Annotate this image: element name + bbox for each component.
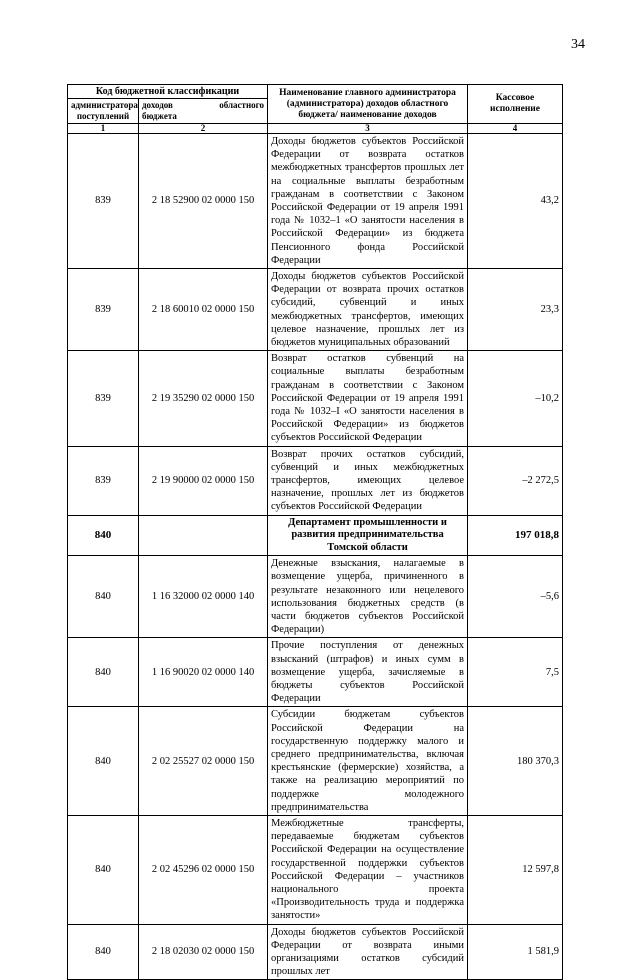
income-code-cell: 2 18 52900 02 0000 150 <box>139 134 268 269</box>
income-code-header-word: областного <box>219 100 265 110</box>
income-name-cell: Возврат прочих остатков субсидий, субвенций и иных межбюджетных трансфертов, имеющих целевое назначение, прошлых лет из бюджетов субъектов Российской Федерации <box>268 446 468 515</box>
table-row <box>68 638 563 707</box>
amount-cell: 43,2 <box>468 134 563 269</box>
income-code-column-header <box>139 99 268 124</box>
amount-cell: 7,5 <box>468 638 563 707</box>
amount-cell: 1 581,9 <box>468 924 563 980</box>
table-row <box>68 924 563 980</box>
budget-income-table <box>67 84 563 980</box>
page-number: 34 <box>571 37 585 52</box>
income-code-cell: 2 18 60010 02 0000 150 <box>139 269 268 351</box>
department-name: Департамент промышленности и развития предпринимательства Томской области <box>268 515 468 556</box>
amount-cell: 12 597,8 <box>468 816 563 925</box>
table-row <box>68 351 563 446</box>
table-row <box>68 446 563 515</box>
column-number: 2 <box>139 124 268 134</box>
income-code-cell: 1 16 90020 02 0000 140 <box>139 638 268 707</box>
income-code-header-word: бюджета <box>142 111 177 121</box>
table-row <box>68 556 563 638</box>
admin-code-cell: 839 <box>68 269 139 351</box>
admin-code-cell: 839 <box>68 134 139 269</box>
name-column-header: Наименование главного администратора (администратора) доходов областного бюджета/ наименование доходов <box>268 85 468 124</box>
income-name-cell: Доходы бюджетов субъектов Российской Федерации от возврата остатков межбюджетных трансфертов прошлых лет на социальные выплаты безработным гражданам в соответствии с Законом Российской Федерации от 19 апреля 1991 года № 1032–1 «О занятости населения в Российской Федерации» из бюджета Пенсионного фонда Российской Федерации <box>268 134 468 269</box>
column-number: 4 <box>468 124 563 134</box>
income-name-cell: Доходы бюджетов субъектов Российской Федерации от возврата прочих остатков субсидий, субвенций и иных межбюджетных трансфертов, имеющих целевое назначение, прошлых лет из бюджетов муниципальных образований <box>268 269 468 351</box>
income-code-cell: 2 19 35290 02 0000 150 <box>139 351 268 446</box>
admin-code-cell: 840 <box>68 556 139 638</box>
admin-code-cell: 839 <box>68 351 139 446</box>
admin-code-cell: 840 <box>68 638 139 707</box>
income-name-cell: Доходы бюджетов субъектов Российской Федерации от возврата иными организациями остатков субсидий прошлых лет <box>268 924 468 980</box>
department-code-empty <box>139 515 268 556</box>
table-header-row-1 <box>68 85 563 99</box>
income-code-cell: 2 02 25527 02 0000 150 <box>139 707 268 816</box>
admin-code-cell: 840 <box>68 707 139 816</box>
amount-cell: –10,2 <box>468 351 563 446</box>
income-name-cell: Межбюджетные трансферты, передаваемые бюджетам субъектов Российской Федерации на осуществление государственной поддержки субъектов Российской Федерации – участников национального проекта «Производительность труда и поддержка занятости» <box>268 816 468 925</box>
amount-cell: 180 370,3 <box>468 707 563 816</box>
income-code-cell: 2 02 45296 02 0000 150 <box>139 816 268 925</box>
admin-column-header: администратора поступлений <box>68 99 139 124</box>
income-code-cell: 2 19 90000 02 0000 150 <box>139 446 268 515</box>
kbk-group-header: Код бюджетной классификации <box>68 85 268 99</box>
admin-code-cell: 840 <box>68 924 139 980</box>
column-number-row <box>68 124 563 134</box>
amount-cell: 23,3 <box>468 269 563 351</box>
income-name-cell: Денежные взыскания, налагаемые в возмещение ущерба, причиненного в результате незаконного или нецелевого использования бюджетных средств (в части бюджетов субъектов Российской Федерации) <box>268 556 468 638</box>
income-name-cell: Возврат остатков субвенций на социальные выплаты безработным гражданам в соответствии с Законом Российской Федерации от 19 апреля 1991 года № 1032–I «О занятости населения в Российской Федерации» из бюджетов субъектов Российской Федерации <box>268 351 468 446</box>
admin-code-cell: 839 <box>68 446 139 515</box>
table-row <box>68 707 563 816</box>
income-name-cell: Субсидии бюджетам субъектов Российской Федерации на государственную поддержку малого и среднего предпринимательства, включая крестьянские (фермерские) хозяйства, а также на реализацию мероприятий по поддержке молодежного предпринимательства <box>268 707 468 816</box>
department-admin-code: 840 <box>68 515 139 556</box>
table-row <box>68 134 563 269</box>
admin-code-cell: 840 <box>68 816 139 925</box>
table-row <box>68 269 563 351</box>
column-number: 1 <box>68 124 139 134</box>
income-code-header-word: доходов <box>142 100 173 110</box>
income-code-cell: 1 16 32000 02 0000 140 <box>139 556 268 638</box>
column-number: 3 <box>268 124 468 134</box>
amount-cell: –2 272,5 <box>468 446 563 515</box>
department-total: 197 018,8 <box>468 515 563 556</box>
table-row <box>68 816 563 925</box>
income-name-cell: Прочие поступления от денежных взысканий (штрафов) и иных сумм в возмещение ущерба, зачисляемые в бюджеты субъектов Российской Федерации <box>268 638 468 707</box>
amount-cell: –5,6 <box>468 556 563 638</box>
department-row <box>68 515 563 556</box>
sum-column-header: Кассовое исполнение <box>468 85 563 124</box>
income-code-cell: 2 18 02030 02 0000 150 <box>139 924 268 980</box>
